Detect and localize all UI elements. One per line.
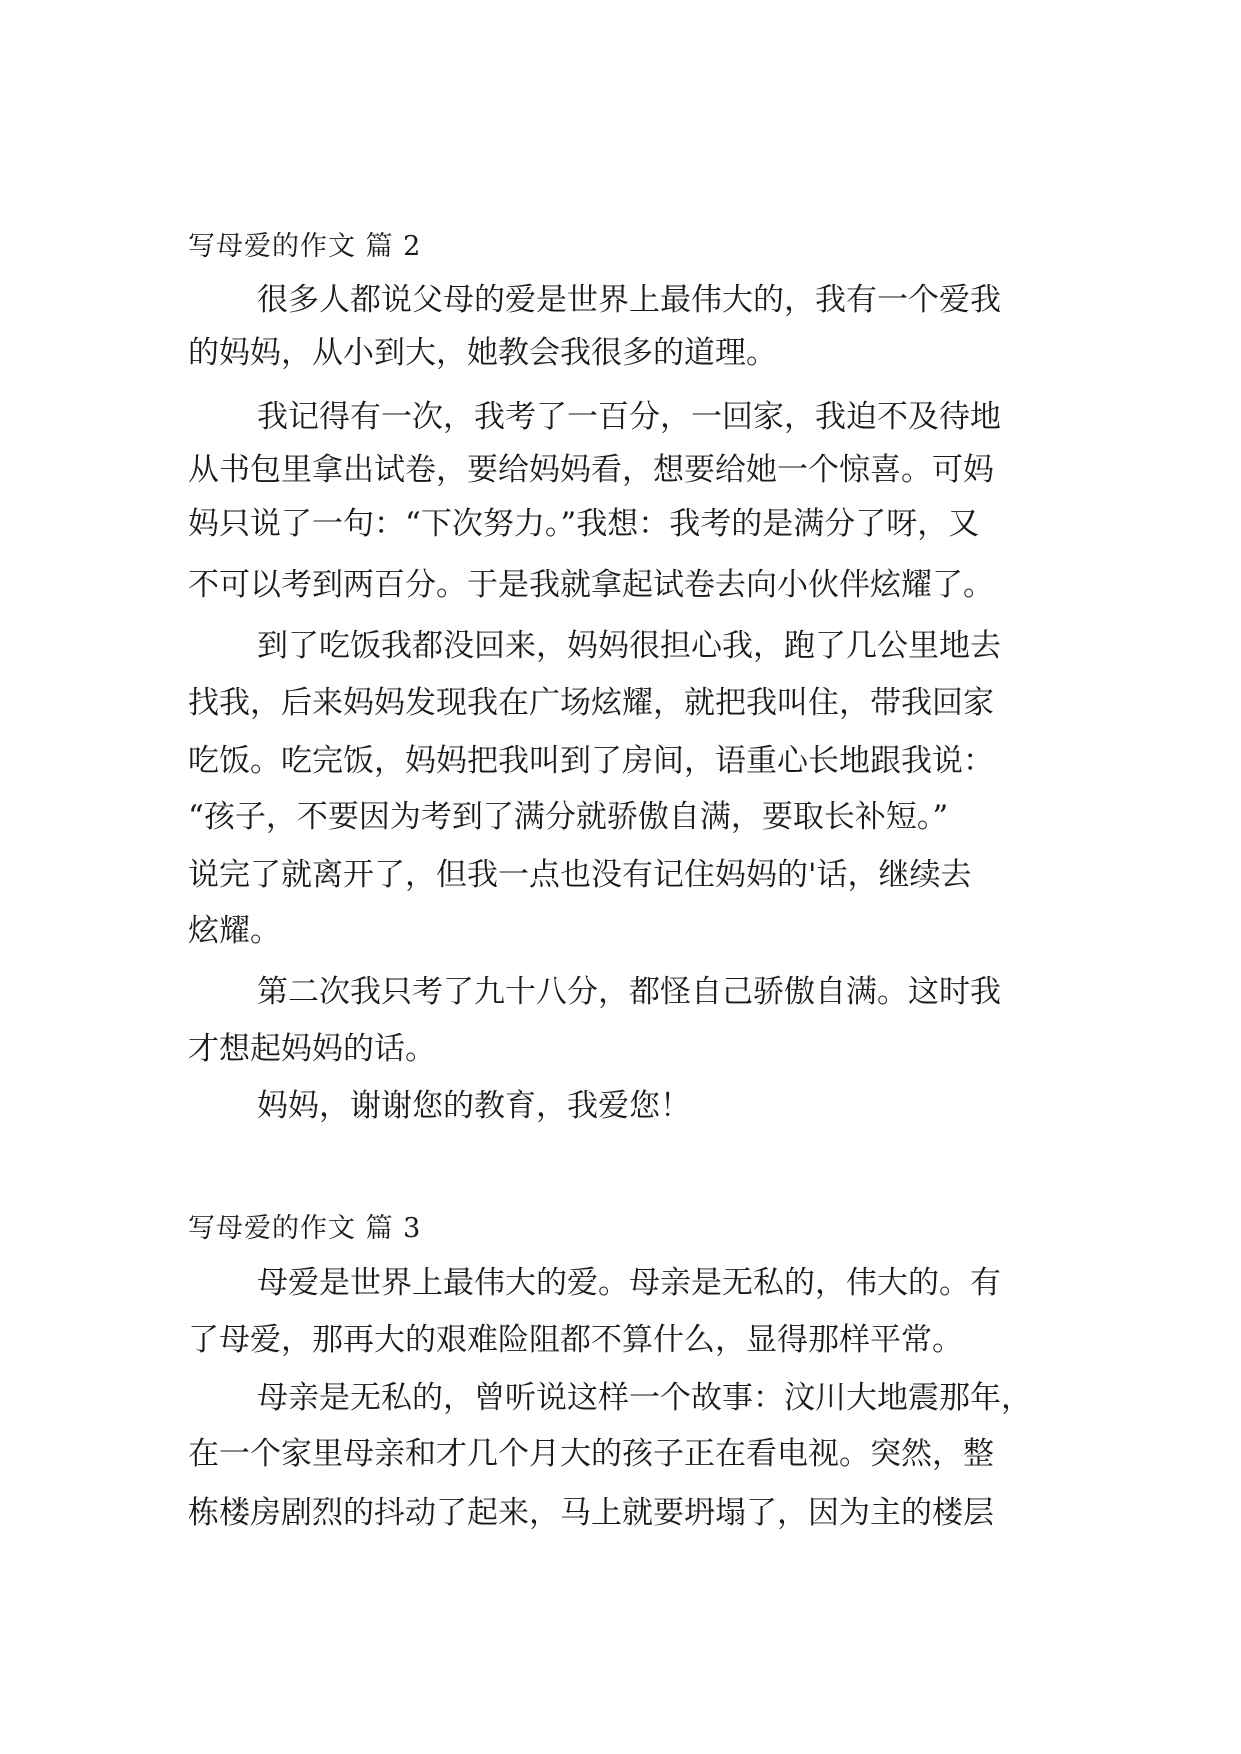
paragraph-line: 到了吃饭我都没回来，妈妈很担心我，跑了几公里地去 [257, 628, 1001, 664]
paragraph-line: 妈只说了一句：“下次努力。”我想：我考的是满分了呀，又 [188, 506, 980, 542]
section-2-title: 写母爱的作文 篇 2 [188, 231, 422, 262]
paragraph-line: 在一个家里母亲和才几个月大的孩子正在看电视。突然，整 [188, 1436, 994, 1472]
paragraph-line: 妈妈，谢谢您的教育，我爱您！ [257, 1088, 691, 1124]
paragraph-line: 的妈妈，从小到大，她教会我很多的道理。 [188, 335, 777, 371]
paragraph-line: 说完了就离开了，但我一点也没有记住妈妈的'话，继续去 [188, 857, 972, 893]
paragraph-line: “孩子，不要因为考到了满分就骄傲自满，要取长补短。” [188, 799, 949, 835]
paragraph-line: 母爱是世界上最伟大的爱。母亲是无私的，伟大的。有 [257, 1265, 1001, 1301]
paragraph-line: 不可以考到两百分。于是我就拿起试卷去向小伙伴炫耀了。 [188, 567, 994, 603]
paragraph-line: 吃饭。吃完饭，妈妈把我叫到了房间，语重心长地跟我说： [188, 743, 994, 779]
paragraph-line: 找我，后来妈妈发现我在广场炫耀，就把我叫住，带我回家 [188, 685, 994, 721]
paragraph-line: 很多人都说父母的爱是世界上最伟大的，我有一个爱我 [257, 282, 1001, 318]
paragraph-line: 从书包里拿出试卷，要给妈妈看，想要给她一个惊喜。可妈 [188, 452, 994, 488]
paragraph-line: 炫耀。 [188, 913, 281, 949]
paragraph-line: 母亲是无私的，曾听说这样一个故事：汶川大地震那年， [257, 1380, 1032, 1416]
paragraph-line: 了母爱，那再大的艰难险阻都不算什么，显得那样平常。 [188, 1322, 963, 1358]
paragraph-line: 栋楼房剧烈的抖动了起来，马上就要坍塌了，因为主的楼层 [188, 1495, 994, 1531]
paragraph-line: 第二次我只考了九十八分，都怪自己骄傲自满。这时我 [257, 974, 1001, 1010]
section-3-title: 写母爱的作文 篇 3 [188, 1213, 422, 1244]
paragraph-line: 才想起妈妈的话。 [188, 1031, 436, 1067]
paragraph-line: 我记得有一次，我考了一百分，一回家，我迫不及待地 [257, 399, 1001, 435]
